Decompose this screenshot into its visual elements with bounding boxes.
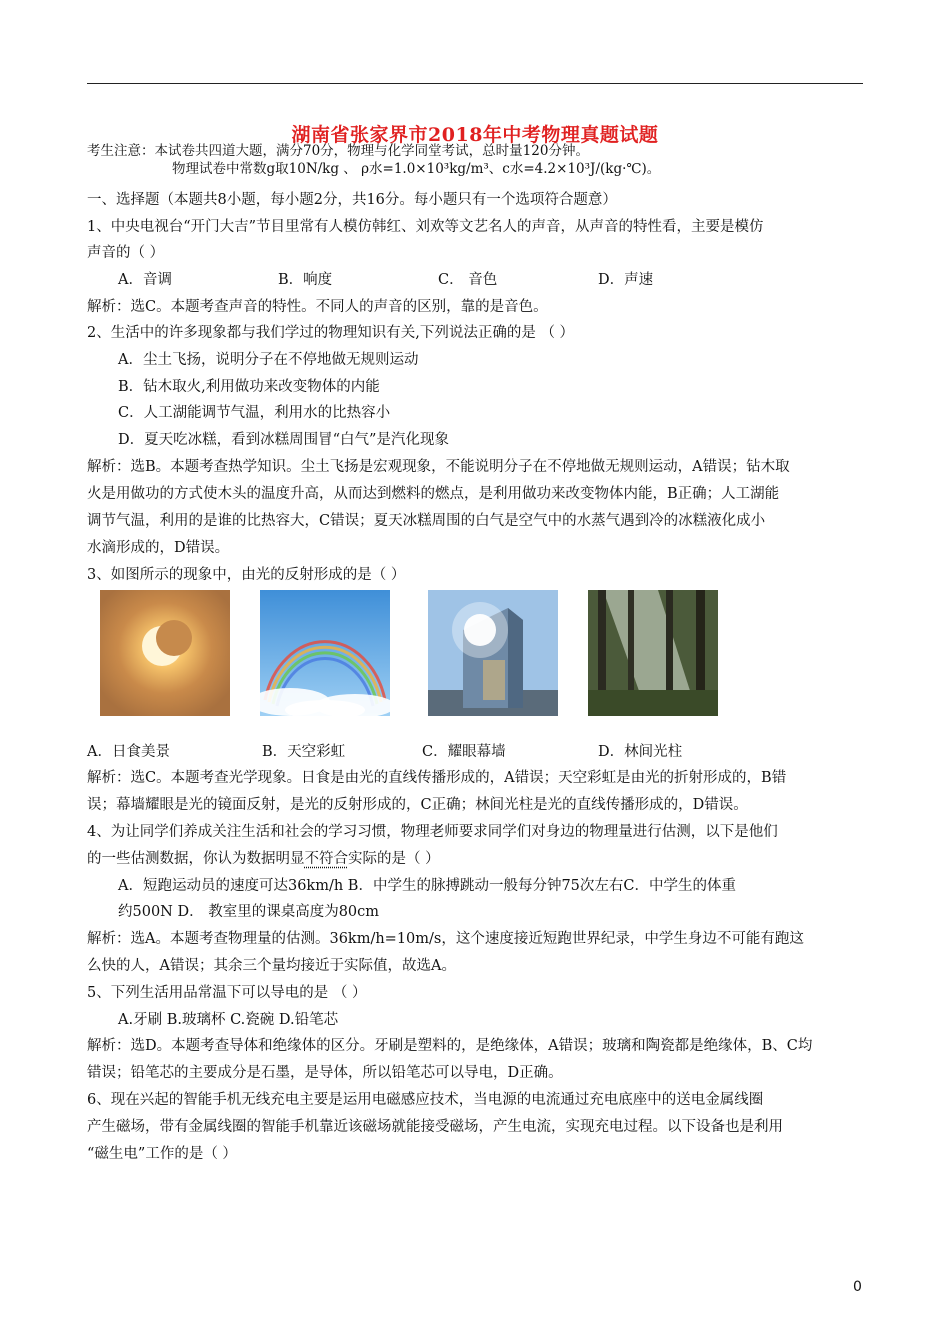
q2-option-b: B．钻木取火,利用做功来改变物体的内能	[118, 379, 380, 395]
glass-curtain-wall-photo	[428, 590, 558, 716]
q6-stem-3: “磁生电”工作的是（ ）	[87, 1146, 237, 1162]
q3-option-b: B．天空彩虹	[262, 744, 346, 760]
q4-stem-2	[87, 849, 440, 869]
q2-analysis-4: 水滴形成的，D错误。	[87, 540, 230, 556]
q2-analysis-2: 火是用做功的方式使木头的温度升高，从而达到燃料的燃点，是利用做功来改变物体内能，B正确；人工湖能	[87, 486, 780, 502]
notice-line-2: 物理试卷中常数g取10N/kg 、 ρ水=1.0×10³kg/m³、c水=4.2×10³J/(kg·℃)。	[172, 161, 661, 177]
q4-stem-2a: 的一些估测数据，你认为数据明显	[87, 851, 305, 867]
q3-analysis-2: 误；幕墙耀眼是光的镜面反射，是光的反射形成的，C正确；林间光柱是光的直线传播形成的，D错误。	[87, 797, 748, 813]
q3-option-d: D．林间光柱	[598, 744, 683, 760]
q1-option-c: C． 音色	[438, 272, 498, 288]
q6-stem-2: 产生磁场，带有金属线圈的智能手机靠近该磁场就能接受磁场，产生电流，实现充电过程。以下设备也是利用	[87, 1119, 783, 1135]
q1-stem-1: 1、中央电视台“开门大吉”节目里常有人模仿韩红、刘欢等文艺名人的声音，从声音的特性看，主要是模仿	[87, 219, 764, 235]
rainbow-photo	[260, 590, 390, 716]
section-heading: 一、选择题（本题共8小题，每小题2分，共16分。每小题只有一个选项符合题意）	[87, 192, 617, 208]
q4-stem-2c: 实际的是（ ）	[348, 851, 440, 867]
q5-analysis-2: 错误；铅笔芯的主要成分是石墨，是导体，所以铅笔芯可以导电，D正确。	[87, 1065, 563, 1081]
q2-analysis-1: 解析：选B。本题考查热学知识。尘土飞扬是宏观现象，不能说明分子在不停地做无规则运动，A错误；钻木取	[87, 459, 790, 475]
q1-option-b: B．响度	[278, 272, 333, 288]
q5-analysis-1: 解析：选D。本题考查导体和绝缘体的区分。牙刷是塑料的，是绝缘体，A错误；玻璃和陶瓷都是绝缘体，B、C均	[87, 1038, 813, 1054]
q4-analysis-2: 么快的人，A错误；其余三个量均接近于实际值，故选A。	[87, 958, 456, 974]
solar-eclipse-photo	[100, 590, 230, 716]
q1-stem-2: 声音的（ ）	[87, 245, 165, 261]
forest-light-beams-photo	[588, 590, 718, 716]
q4-stem-1: 4、为让同学们养成关注生活和社会的学习习惯，物理老师要求同学们对身边的物理量进行估测，以下是他们	[87, 824, 778, 840]
q1-option-d: D．声速	[598, 272, 654, 288]
page-title: 湖南省张家界市2018年中考物理真题试题	[291, 124, 659, 146]
header-rule	[87, 83, 863, 84]
q3-stem: 3、如图所示的现象中，由光的反射形成的是（ ）	[87, 567, 406, 583]
q5-stem: 5、下列生活用品常温下可以导电的是 （ ）	[87, 985, 367, 1001]
q3-option-a: A．日食美景	[87, 744, 170, 760]
page-number: 0	[853, 1279, 862, 1295]
q2-option-c: C．人工湖能调节气温，利用水的比热容小	[118, 405, 391, 421]
notice-line-1: 考生注意：本试卷共四道大题，满分70分，物理与化学同堂考试，总时量120分钟。	[87, 143, 589, 159]
q2-analysis-3: 调节气温，利用的是谁的比热容大，C错误；夏天冰糕周围的白气是空气中的水蒸气遇到冷的冰糕液化成小	[87, 513, 766, 529]
q3-option-c: C．耀眼幕墙	[422, 744, 506, 760]
q4-options-2: 约500N D． 教室里的课桌高度为80cm	[118, 904, 380, 920]
q4-emphasis: 不符合	[304, 851, 348, 867]
q4-analysis-1: 解析：选A。本题考查物理量的估测。36km/h=10m/s，这个速度接近短跑世界纪录，中学生身边不可能有跑这	[87, 931, 804, 947]
q6-stem-1: 6、现在兴起的智能手机无线充电主要是运用电磁感应技术，当电源的电流通过充电底座中的送电金属线圈	[87, 1092, 764, 1108]
q4-options-1: A．短跑运动员的速度可达36km/h B．中学生的脉搏跳动一般每分钟75次左右C．中学生的体重	[118, 878, 736, 894]
q5-options: A.牙刷 B.玻璃杯 C.瓷碗 D.铅笔芯	[118, 1012, 339, 1028]
q1-option-a: A．音调	[118, 272, 172, 288]
q2-stem: 2、生活中的许多现象都与我们学过的物理知识有关,下列说法正确的是 （ ）	[87, 325, 575, 341]
q2-option-d: D．夏天吃冰糕，看到冰糕周围冒“白气”是汽化现象	[118, 432, 449, 448]
q2-option-a: A．尘土飞扬，说明分子在不停地做无规则运动	[118, 352, 419, 368]
q1-analysis: 解析：选C。本题考查声音的特性。不同人的声音的区别，靠的是音色。	[87, 299, 548, 315]
q3-analysis-1: 解析：选C。本题考查光学现象。日食是由光的直线传播形成的，A错误；天空彩虹是由光的折射形成的，B错	[87, 770, 787, 786]
